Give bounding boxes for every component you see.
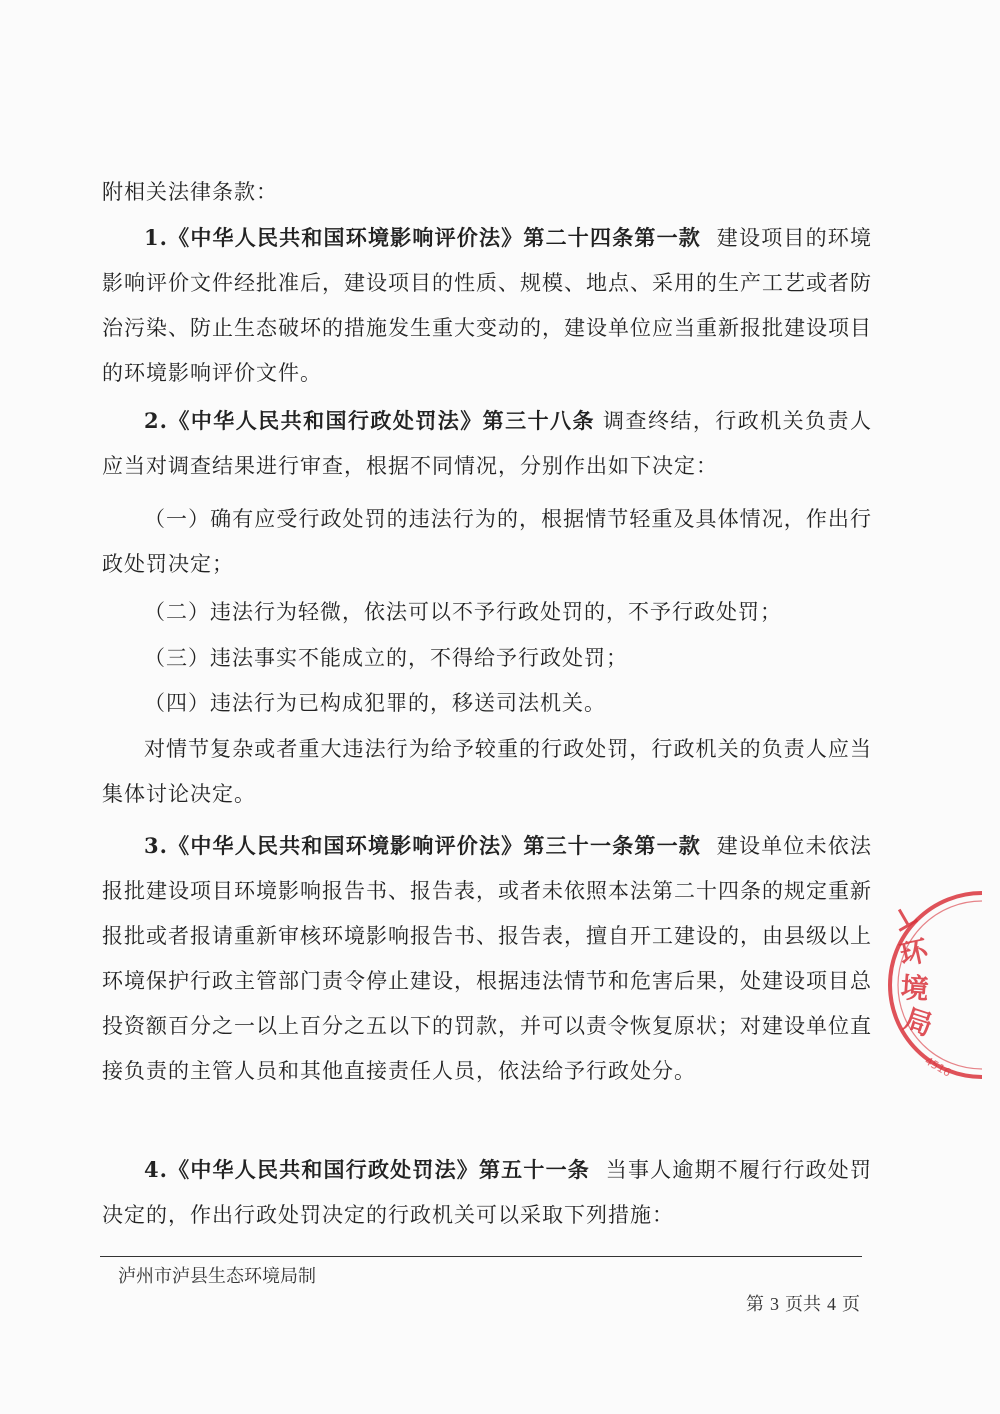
page-current: 3: [770, 1294, 779, 1314]
article-3-law: 3.《中华人民共和国环境影响评价法》第三十一条第一款: [144, 833, 702, 858]
article-4-text: 当事人逾期不履行行政处罚决定的，作出行政处罚决定的行政机关可以采取下列措施：: [102, 1158, 873, 1227]
footer-divider: [100, 1256, 862, 1257]
article-1: [102, 215, 872, 396]
page-total: 4: [827, 1294, 836, 1314]
article-1-law: 1.《中华人民共和国环境影响评价法》第二十四条第一款: [144, 225, 702, 250]
svg-text:环: 环: [896, 933, 931, 972]
article-1-text: 建设项目的环境影响评价文件经批准后，建设项目的性质、规模、地点、采用的生产工艺或者防治污染、防止生态破坏的措施发生重大变动的，建设单位应当重新报批建设项目的环境影响评价文件。: [102, 226, 873, 385]
article-2-text: 调查终结，行政机关负责人应当对调查结果进行审查，根据不同情况，分别作出如下决定：: [102, 409, 872, 478]
page-mid: 页共: [785, 1294, 821, 1315]
article-2-clause-1: （一）确有应受行政处罚的违法行为的，根据情节轻重及具体情况，作出行政处罚决定；: [102, 507, 872, 576]
page-suffix: 页: [842, 1294, 860, 1315]
svg-text:局: 局: [899, 1002, 937, 1043]
article-4-law: 4.《中华人民共和国行政处罚法》第五十一条: [144, 1157, 590, 1182]
article-3: [102, 823, 872, 1094]
document-heading: 附相关法律条款：: [102, 180, 278, 204]
svg-text:境: 境: [899, 971, 930, 1006]
article-2-clause-4: （四）违法行为已构成犯罪的，移送司法机关。: [144, 691, 606, 715]
article-4: [102, 1147, 872, 1238]
article-2-clause-2: （二）违法行为轻微，依法可以不予行政处罚的，不予行政处罚；: [144, 600, 782, 624]
page-prefix: 第: [746, 1294, 764, 1315]
svg-text:4516: 4516: [922, 1054, 954, 1080]
svg-text:⊥: ⊥: [885, 897, 924, 940]
article-2-clause-3: （三）违法事实不能成立的，不得给予行政处罚；: [144, 646, 628, 670]
official-seal-stamp: [872, 885, 982, 1085]
article-2: [102, 398, 872, 489]
footer-issuer: 泸州市泸县生态环境局制: [118, 1266, 316, 1287]
article-3-text: 建设单位未依法报批建设项目环境影响报告书、报告表，或者未依照本法第二十四条的规定重新报批或者报请重新审核环境影响报告书、报告表，擅自开工建设的，由县级以上环境保护行政主管部门责令停止建设，根据违法情节和危害后果，处建设项目总投资额百分之一以上百分之五以下的罚款，并可以责令恢复原状；对建设单位直接负责的主管人员和其他直接责任人员，依法给予行政处分。: [102, 834, 873, 1083]
footer-page-number: [746, 1290, 860, 1316]
article-2-law: 2.《中华人民共和国行政处罚法》第三十八条: [144, 408, 595, 433]
seal-icon: [872, 885, 982, 1085]
article-2-clause-5: 对情节复杂或者重大违法行为给予较重的行政处罚，行政机关的负责人应当集体讨论决定。: [102, 737, 872, 806]
